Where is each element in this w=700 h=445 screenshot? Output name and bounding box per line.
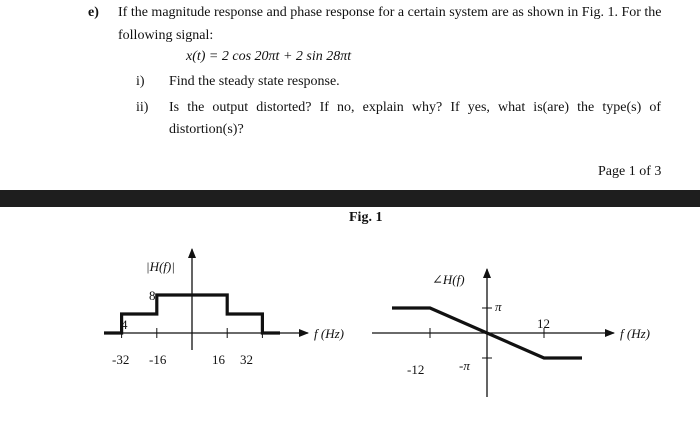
phase-xlabel: f (Hz) bbox=[620, 326, 650, 341]
part-i-text: Find the steady state response. bbox=[169, 74, 340, 89]
question-intro-line2: following signal: bbox=[118, 28, 214, 43]
mag-tick-n16: -16 bbox=[149, 352, 167, 367]
page-indicator: Page 1 of 3 bbox=[598, 164, 662, 179]
phase-tick-n12: -12 bbox=[407, 362, 425, 377]
phase-level-pi: π bbox=[495, 299, 502, 314]
phase-level-neg-pi: -π bbox=[459, 358, 470, 373]
figure-section bbox=[0, 207, 700, 445]
figure-svg bbox=[0, 207, 700, 445]
magnitude-plot bbox=[104, 249, 344, 367]
phase-title: ∠H(f) bbox=[432, 272, 465, 287]
mag-xlabel: f (Hz) bbox=[314, 326, 344, 341]
mag-tick-n32: -32 bbox=[112, 352, 130, 367]
page-divider bbox=[0, 190, 700, 207]
mag-level-4: 4 bbox=[121, 317, 128, 332]
mag-tick-32: 32 bbox=[240, 352, 253, 367]
mag-level-8: 8 bbox=[149, 288, 156, 303]
mag-tick-16: 16 bbox=[212, 352, 225, 367]
part-i-label: i) bbox=[136, 74, 145, 89]
part-ii-text-line1: Is the output distorted? If no, explain why? If yes, what is(are) the type(s) of bbox=[169, 100, 661, 115]
phase-tick-12: 12 bbox=[537, 316, 550, 331]
figure-caption: Fig. 1 bbox=[349, 210, 383, 225]
phase-plot bbox=[372, 269, 650, 397]
question-label: e) bbox=[88, 5, 99, 20]
signal-equation: x(t) = 2 cos 20πt + 2 sin 28πt bbox=[186, 49, 352, 64]
question-section bbox=[0, 0, 700, 190]
mag-title: |H(f)| bbox=[146, 259, 175, 274]
question-intro-line1: If the magnitude response and phase response for a certain system are as shown in Fig. 1. For the bbox=[118, 5, 662, 20]
part-ii-label: ii) bbox=[136, 100, 149, 115]
part-ii-text-line2: distortion(s)? bbox=[169, 122, 244, 137]
